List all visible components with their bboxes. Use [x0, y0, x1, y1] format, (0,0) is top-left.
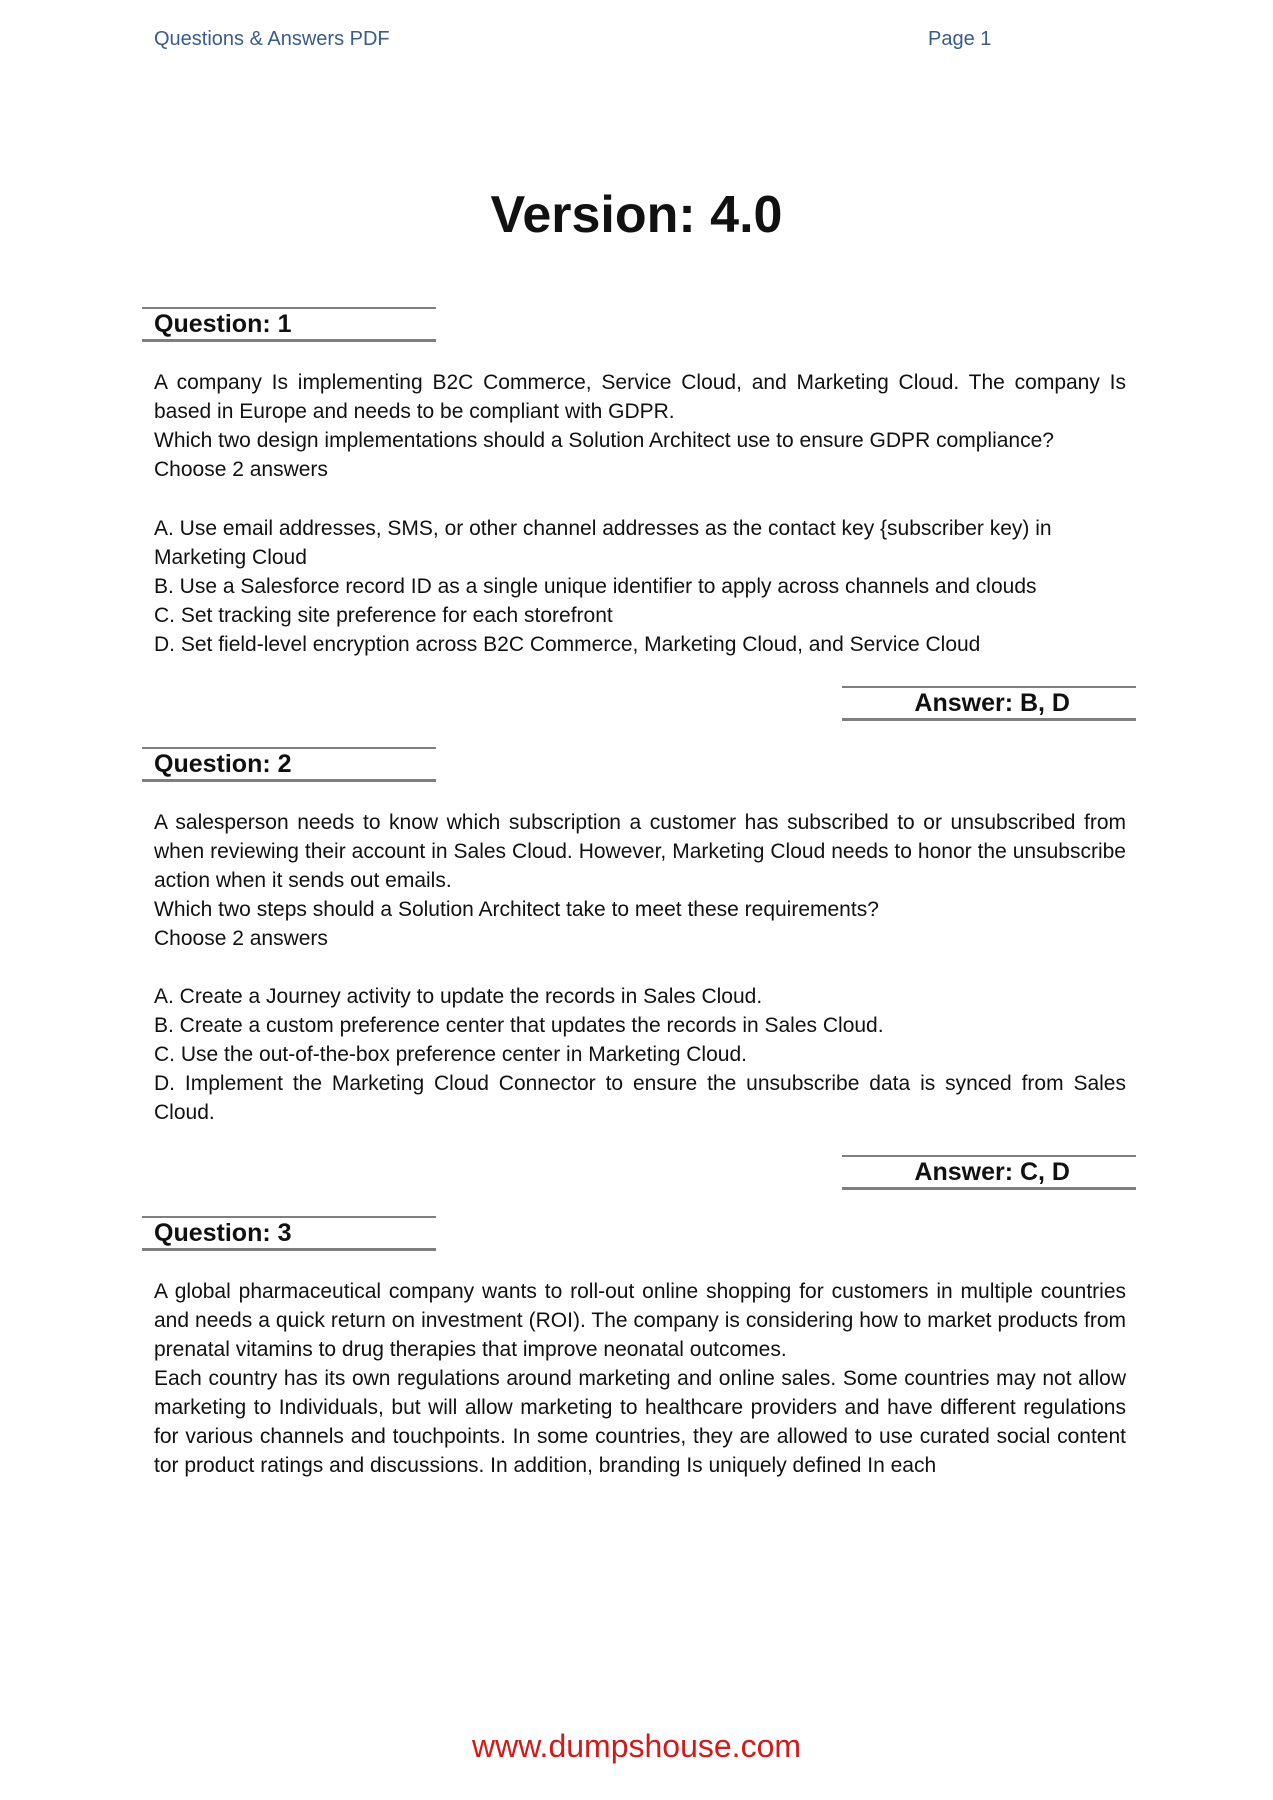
question-1-answer [842, 686, 1136, 721]
question-2-body-line: A salesperson needs to know which subscription a customer has subscribed to or unsubscribed from when reviewing their account in Sales Cloud. However, Marketing Cloud needs to honor the unsubscribe action when it sends out emails. [154, 811, 1126, 892]
question-1-option: B. Use a Salesforce record ID as a single unique identifier to apply across channels and clouds [154, 575, 1037, 598]
question-1-option: C. Set tracking site preference for each storefront [154, 604, 613, 627]
header-title: Questions & Answers PDF [154, 28, 390, 50]
question-1-body-line: A company Is implementing B2C Commerce, Service Cloud, and Marketing Cloud. The company Is based in Europe and needs to be compliant with GDPR. [154, 371, 1126, 423]
question-1-heading-text: Question: 1 [154, 310, 292, 338]
question-3-body-line: Each country has its own regulations around marketing and online sales. Some countries may not allow marketing to Individuals, but will allow marketing to healthcare providers and have different regulations for various channels and touchpoints. In some countries, they are allowed to use curated social content tor product ratings and discussions. In addition, branding Is uniquely defined In each [154, 1367, 1126, 1477]
question-2-heading-text: Question: 2 [154, 750, 292, 778]
question-2-body-line: Which two steps should a Solution Architect take to meet these requirements? [154, 898, 879, 921]
question-2-body [154, 808, 1126, 953]
version-title: Version: 4.0 [490, 186, 783, 244]
question-1-answer-text: Answer: B, D [914, 689, 1070, 717]
question-3-heading-text: Question: 3 [154, 1219, 292, 1247]
question-3-body-line: A global pharmaceutical company wants to roll-out online shopping for customers in multiple countries and needs a quick return on investment (ROI). The company is considering how to market products from prenatal vitamins to drug therapies that improve neonatal outcomes. [154, 1280, 1126, 1361]
question-2-option: A. Create a Journey activity to update the records in Sales Cloud. [154, 985, 763, 1008]
question-1-options [154, 514, 1126, 659]
question-1-heading [142, 307, 436, 342]
question-3-body [154, 1277, 1126, 1480]
page-number: Page 1 [928, 28, 992, 50]
question-2-heading [142, 747, 436, 782]
question-1-option: D. Set field-level encryption across B2C Commerce, Marketing Cloud, and Service Cloud [154, 633, 981, 656]
question-2-option: B. Create a custom preference center that updates the records in Sales Cloud. [154, 1014, 884, 1037]
question-2-answer-text: Answer: C, D [914, 1158, 1070, 1186]
question-2-option: D. Implement the Marketing Cloud Connector to ensure the unsubscribe data is synced from Sales Cloud. [154, 1072, 1126, 1124]
question-1-body-line: Which two design implementations should a Solution Architect use to ensure GDPR compliance? [154, 429, 1054, 452]
question-2-answer [842, 1155, 1136, 1190]
question-2-option: C. Use the out-of-the-box preference center in Marketing Cloud. [154, 1043, 747, 1066]
question-1-option: A. Use email addresses, SMS, or other channel addresses as the contact key {subscriber key) in Marketing Cloud [154, 517, 1052, 569]
question-2-options [154, 982, 1126, 1127]
footer-website: www.dumpshouse.com [471, 1728, 802, 1764]
question-3-heading [142, 1216, 436, 1251]
question-2-body-line: Choose 2 answers [154, 927, 328, 950]
question-1-body-line: Choose 2 answers [154, 458, 328, 481]
question-1-body [154, 368, 1126, 484]
